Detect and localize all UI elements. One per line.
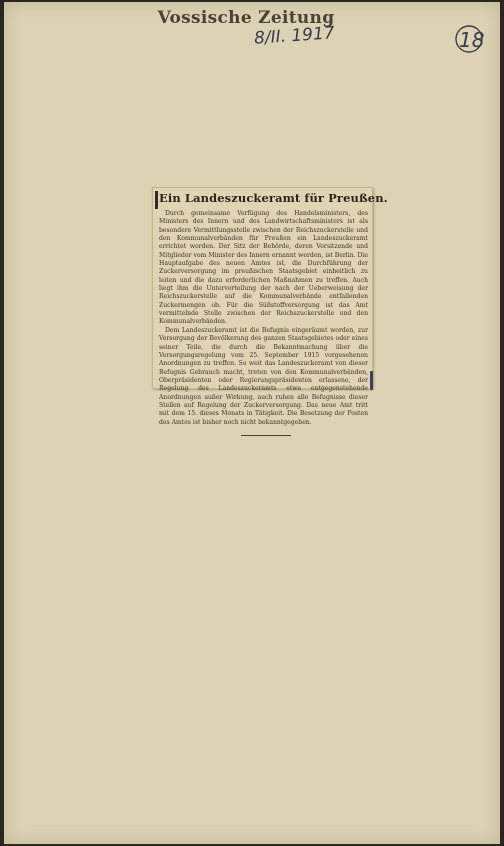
article-body — [159, 210, 368, 427]
archive-sheet — [4, 2, 500, 844]
article-paragraph-1: Durch gemeinsame Verfügung des Handelsministers, des Ministers des Innern und des Landwirtschaftsministers ist als besondere Vermittlungsstelle zwischen der Reichszuckerstelle und den Kommunalverbänden für Preußen ein Landeszuckeramt errichtet worden. Der Sitz der Behörde, deren Vorsitzende und Mitglieder vom Minister des Innern ernannt werden, ist Berlin. Die Hauptaufgabe des neuen Amtes ist, die Durchführung der Zuckerversorgung im preußischen Staatsgebiet einheitlich zu leiten und die dazu erforderlichen Maßnahmen zu treffen. Auch liegt ihm die Unterverteilung der nach der Ueberweisung der Reichszuckerstelle auf die Kommunalverbände entfallenden Zuckermengen ob. Für die Süßstoffversorgung ist das Amt vermittelnde Stelle zwischen der Reichszuckerstelle und den Kommunalverbänden. — [159, 210, 368, 326]
page-number — [456, 28, 484, 56]
bracket-mark-right — [370, 371, 373, 390]
end-rule — [241, 435, 291, 436]
article-title: Ein Landeszuckeramt für Preußen. — [159, 191, 388, 205]
handwritten-date: 8/II. 1917 — [253, 23, 336, 49]
newspaper-masthead: Vossische Zeitung — [157, 8, 335, 28]
article-paragraph-2: Dem Landeszuckeramt ist die Befugnis eingeräumt worden, zur Versorgung der Bevölkerung des ganzen Staatsgebietes oder eines seiner Teile, die durch die Bekanntmachung über die Versorgungsregelung vom 25. September 1915 vorgesehenen Anordnungen zu treffen. So weit das Landeszuckeramt von dieser Befugnis Gebrauch macht, treten von den Kommunalverbänden, Oberpräsidenten oder Regierungspräsidenten erlassene, der Regelung des Landeszuckeramts etwa entgegenstehende Anordnungen außer Wirkung, auch ruhen alle Befugnisse dieser Stellen auf Regelung der Zuckerversorgung. Das neue Amt tritt mit dem 15. dieses Monats in Tätigkeit. Die Besetzung der Posten des Amtes ist bisher noch nicht bekanntgegeben. — [159, 326, 368, 426]
newspaper-clipping — [152, 187, 388, 426]
bracket-mark-left — [155, 191, 158, 209]
page-number-text: 18 — [459, 28, 485, 52]
